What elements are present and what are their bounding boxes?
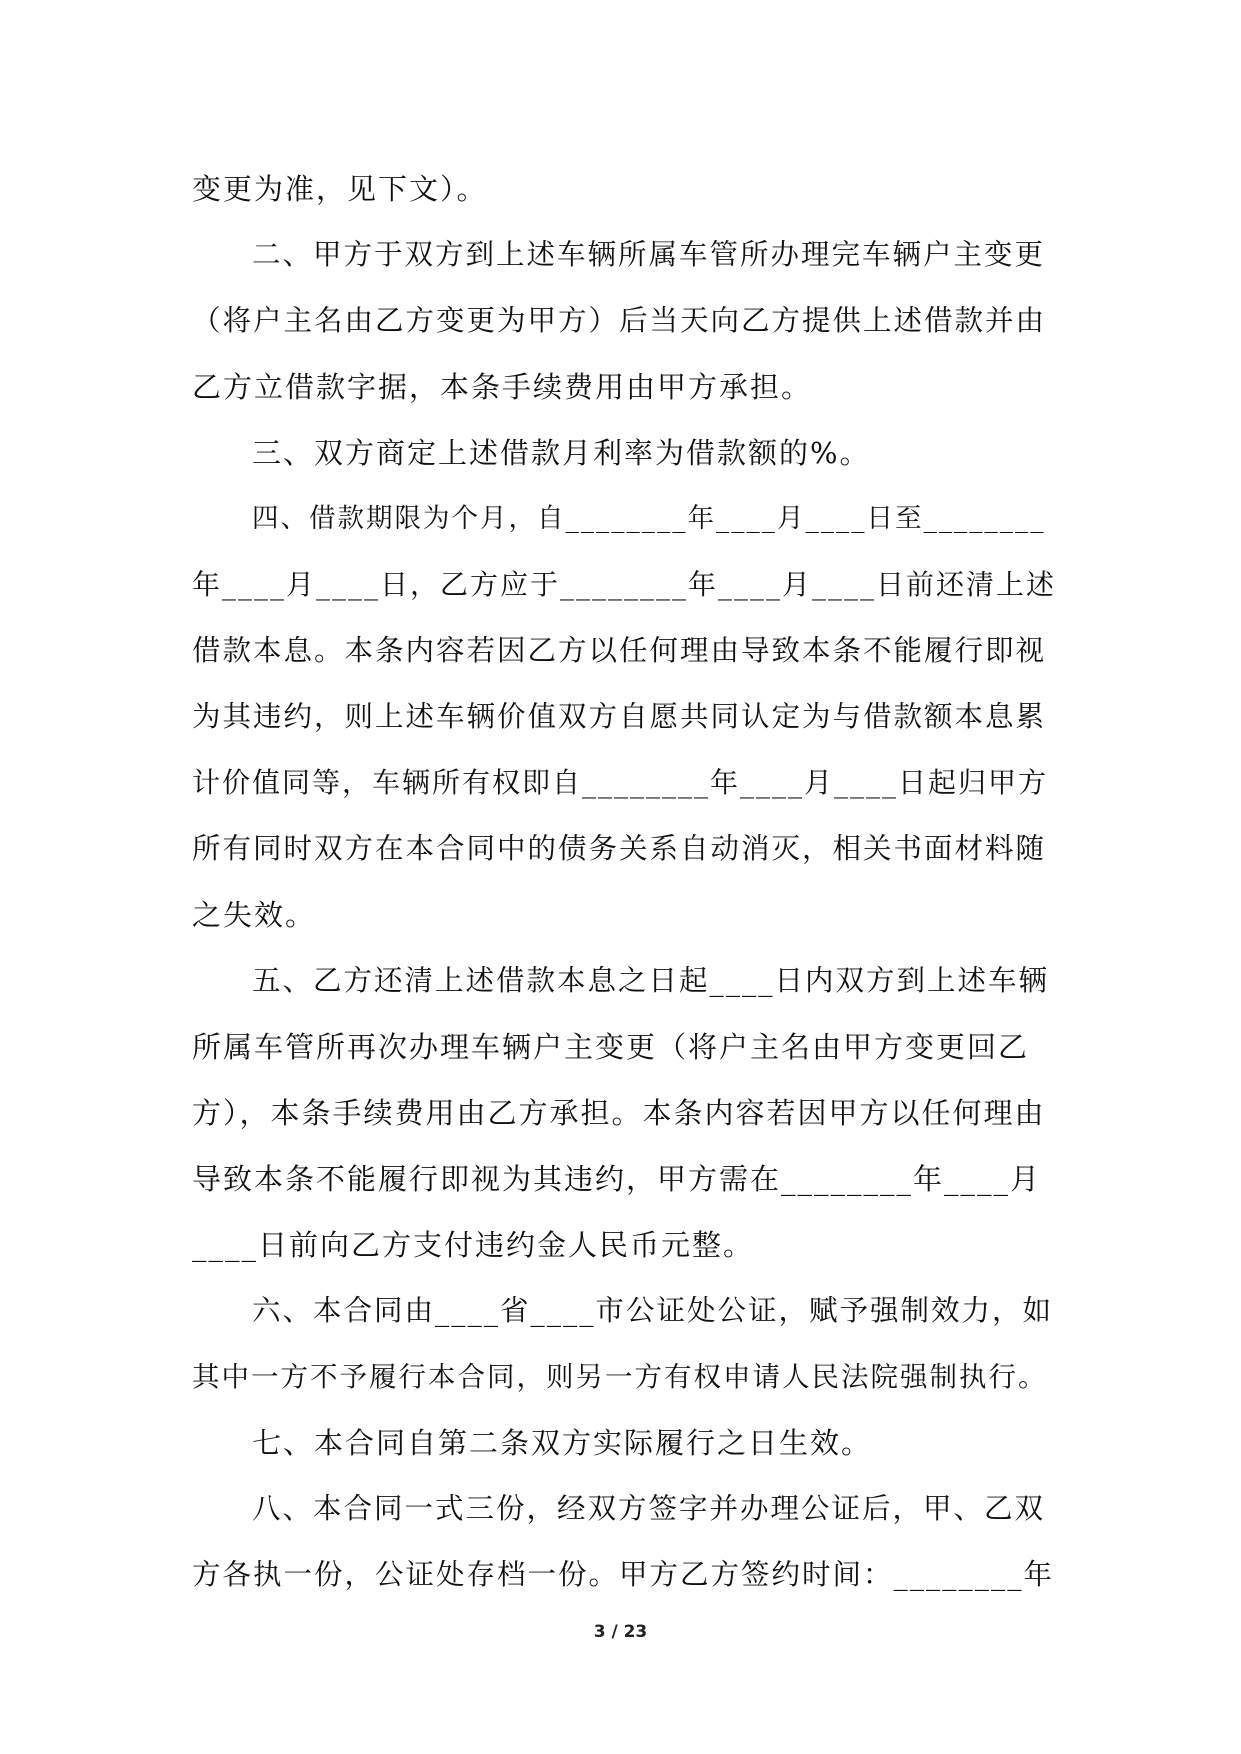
text-line: 五、乙方还清上述借款本息之日起____日内双方到上述车辆 bbox=[252, 964, 1050, 997]
text-line: 所属车管所再次办理车辆户主变更（将户主名由甲方变更回乙 bbox=[192, 1030, 1030, 1064]
text-line: 乙方立借款字据，本条手续费用由甲方承担。 bbox=[192, 370, 813, 404]
text-line: 其中一方不予履行本合同，则另一方有权申请人民法院强制执行。 bbox=[192, 1361, 1048, 1393]
text-line: 所有同时双方在本合同中的债务关系自动消灭，相关书面材料随 bbox=[192, 832, 1047, 865]
text-line: 方），本条手续费用由乙方承担。本条内容若因甲方以任何理由 bbox=[192, 1096, 1046, 1130]
text-line: 计价值同等，车辆所有权即自________年____月____日起归甲方 bbox=[192, 766, 1049, 799]
text-line: （将户主名由乙方变更为甲方）后当天向乙方提供上述借款并由 bbox=[192, 304, 1047, 337]
text-line: 为其违约，则上述车辆价值双方自愿共同认定为与借款额本息累 bbox=[192, 700, 1047, 733]
text-line: 三、双方商定上述借款月利率为借款额的%。 bbox=[252, 436, 871, 470]
text-line: 之失效。 bbox=[192, 898, 317, 932]
document-body bbox=[192, 156, 1056, 1608]
text-line: 二、甲方于双方到上述车辆所属车管所办理完车辆户主变更 bbox=[252, 238, 1046, 271]
text-line: 八、本合同一式三份，经双方签字并办理公证后，甲、乙双 bbox=[252, 1492, 1046, 1525]
page-number: 3 / 23 bbox=[593, 1622, 648, 1642]
text-line: 六、本合同由____省____市公证处公证，赋予强制效力，如 bbox=[252, 1294, 1054, 1327]
text-line: 借款本息。本条内容若因乙方以任何理由导致本条不能履行即视 bbox=[192, 634, 1047, 667]
text-line: 七、本合同自第二条双方实际履行之日生效。 bbox=[252, 1426, 873, 1460]
text-line: 变更为准，见下文）。 bbox=[192, 172, 488, 206]
text-line: 导致本条不能履行即视为其违约，甲方需在________年____月 bbox=[192, 1162, 1042, 1196]
text-line: ____日前向乙方支付违约金人民币元整。 bbox=[192, 1228, 755, 1262]
text-line: 年____月____日，乙方应于________年____月____日前还清上述 bbox=[192, 568, 1057, 601]
text-line: 四、借款期限为个月，自________年____月____日至________ bbox=[252, 503, 1046, 534]
text-line: 方各执一份，公证处存档一份。甲方乙方签约时间：________年 bbox=[192, 1558, 1055, 1591]
